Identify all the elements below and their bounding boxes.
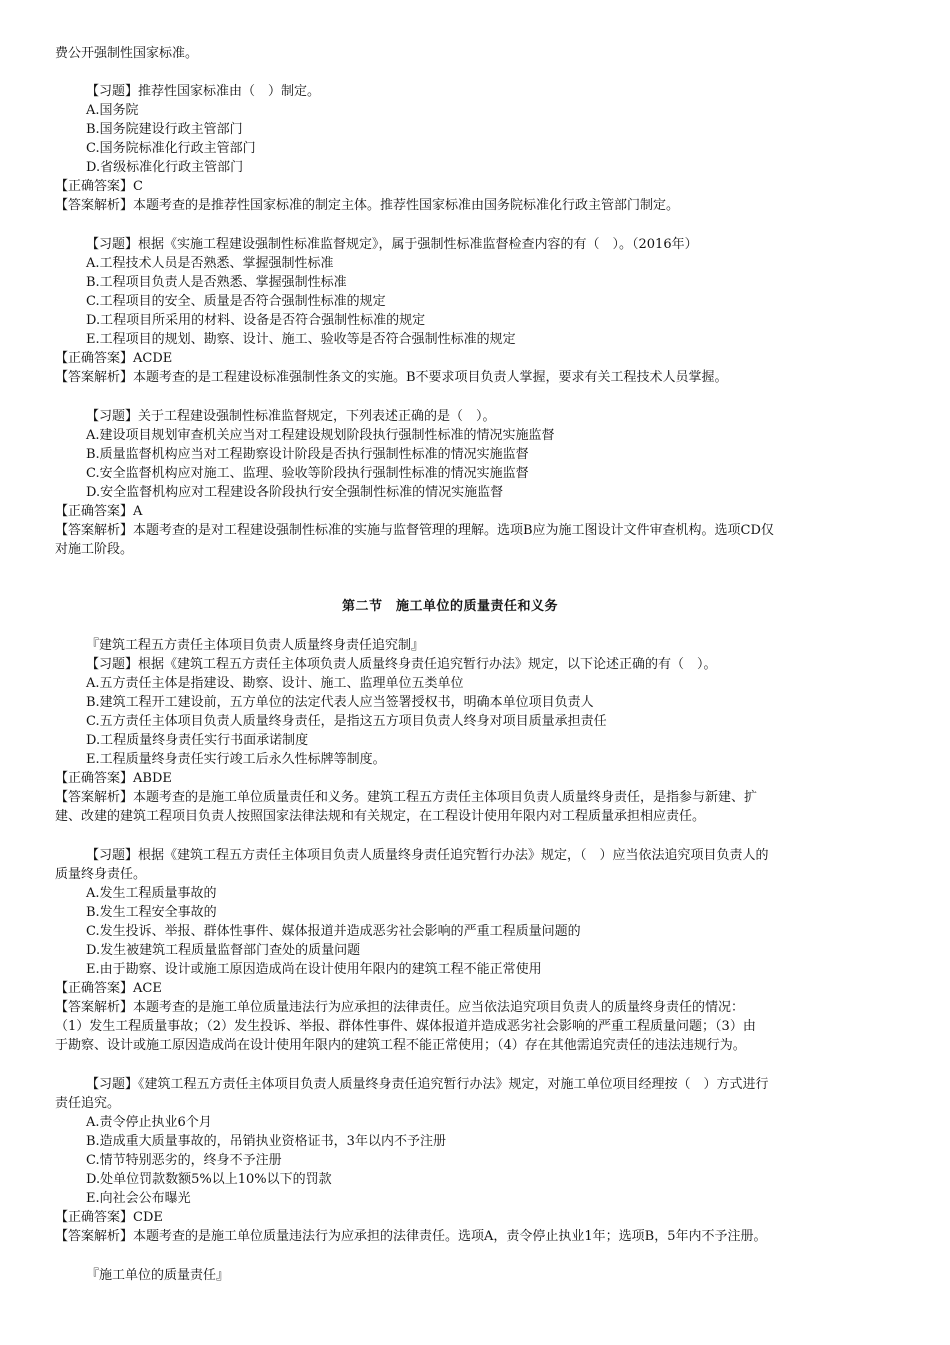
subsection-title-1: 『建筑工程五方责任主体项目负责人质量终身责任追究制』 bbox=[86, 638, 425, 653]
question-1: 【习题】推荐性国家标准由（ ）制定。 bbox=[86, 84, 321, 99]
question-2: 【习题】根据《实施工程建设强制性标准监督规定》，属于强制性标准监督检查内容的有（ ）。（2016年） bbox=[86, 237, 698, 252]
explanation-4-cont: 建、改建的建筑工程项目负责人按照国家法律法规和有关规定，在工程设计使用年限内对工程质量承担相应责任。 bbox=[55, 809, 706, 824]
explanation-3: 【答案解析】本题考查的是对工程建设强制性标准的实施与监督管理的理解。选项B应为施工图设计文件审查机构。选项CD仅 bbox=[55, 523, 774, 538]
question-3: 【习题】关于工程建设强制性标准监督规定，下列表述正确的是（ ）。 bbox=[86, 409, 496, 424]
option-3b: B.质量监督机构应当对工程勘察设计阶段是否执行强制性标准的情况实施监督 bbox=[86, 447, 529, 462]
option-5a: A.发生工程质量事故的 bbox=[86, 886, 217, 901]
explanation-4: 【答案解析】本题考查的是施工单位质量责任和义务。建筑工程五方责任主体项目负责人质量终身责任，是指参与新建、扩 bbox=[55, 790, 758, 805]
option-5b: B.发生工程安全事故的 bbox=[86, 905, 217, 920]
option-2a: A.工程技术人员是否熟悉、掌握强制性标准 bbox=[86, 256, 334, 271]
option-1d: D.省级标准化行政主管部门 bbox=[86, 160, 244, 175]
answer-6: 【正确答案】CDE bbox=[55, 1210, 163, 1225]
option-5e: E.由于勘察、设计或施工原因造成尚在设计使用年限内的建筑工程不能正常使用 bbox=[86, 962, 542, 977]
option-1c: C.国务院标准化行政主管部门 bbox=[86, 141, 256, 156]
explanation-3-cont: 对施工阶段。 bbox=[55, 542, 134, 557]
option-2d: D.工程项目所采用的材料、设备是否符合强制性标准的规定 bbox=[86, 313, 426, 328]
explanation-5: 【答案解析】本题考查的是施工单位质量违法行为应承担的法律责任。应当依法追究项目负责人的质量终身责任的情况： bbox=[55, 1000, 745, 1015]
option-3d: D.安全监督机构应对工程建设各阶段执行安全强制性标准的情况实施监督 bbox=[86, 485, 504, 500]
option-5c: C.发生投诉、举报、群体性事件、媒体报道并造成恶劣社会影响的严重工程质量问题的 bbox=[86, 924, 581, 939]
option-5d: D.发生被建筑工程质量监督部门查处的质量问题 bbox=[86, 943, 361, 958]
explanation-6: 【答案解析】本题考查的是施工单位质量违法行为应承担的法律责任。选项A，责令停止执业1年；选项B，5年内不予注册。 bbox=[55, 1229, 767, 1244]
option-1a: A.国务院 bbox=[86, 103, 139, 118]
option-4e: E.工程质量终身责任实行竣工后永久性标牌等制度。 bbox=[86, 752, 386, 767]
option-4a: A.五方责任主体是指建设、勘察、设计、施工、监理单位五类单位 bbox=[86, 676, 464, 691]
question-6-cont: 责任追究。 bbox=[55, 1096, 121, 1111]
subsection-title-2: 『施工单位的质量责任』 bbox=[86, 1268, 230, 1283]
option-1b: B.国务院建设行政主管部门 bbox=[86, 122, 243, 137]
option-6d: D.处单位罚款数额5%以上10%以下的罚款 bbox=[86, 1172, 332, 1187]
option-6a: A.责令停止执业6个月 bbox=[86, 1115, 212, 1130]
option-2c: C.工程项目的安全、质量是否符合强制性标准的规定 bbox=[86, 294, 386, 309]
answer-5: 【正确答案】ACE bbox=[55, 981, 162, 996]
answer-3: 【正确答案】A bbox=[55, 504, 143, 519]
option-2b: B.工程项目负责人是否熟悉、掌握强制性标准 bbox=[86, 275, 347, 290]
continuation-text: 费公开强制性国家标准。 bbox=[55, 46, 199, 61]
answer-2: 【正确答案】ACDE bbox=[55, 351, 173, 366]
option-6e: E.向社会公布曝光 bbox=[86, 1191, 191, 1206]
option-6c: C.情节特别恶劣的，终身不予注册 bbox=[86, 1153, 282, 1168]
question-4: 【习题】根据《建筑工程五方责任主体项负责人质量终身责任追究暂行办法》规定，以下论述正确的有（ ）。 bbox=[86, 657, 717, 672]
option-2e: E.工程项目的规划、勘察、设计、施工、验收等是否符合强制性标准的规定 bbox=[86, 332, 516, 347]
option-4b: B.建筑工程开工建设前，五方单位的法定代表人应当签署授权书，明确本单位项目负责人 bbox=[86, 695, 594, 710]
answer-4: 【正确答案】ABDE bbox=[55, 771, 172, 786]
explanation-2: 【答案解析】本题考查的是工程建设标准强制性条文的实施。B不要求项目负责人掌握，要求有关工程技术人员掌握。 bbox=[55, 370, 728, 385]
explanation-5-cont-1: （1）发生工程质量事故；（2）发生投诉、举报、群体性事件、媒体报道并造成恶劣社会影响的严重工程质量问题；（3）由 bbox=[55, 1019, 756, 1034]
question-5: 【习题】根据《建筑工程五方责任主体项目负责人质量终身责任追究暂行办法》规定，（ ）应当依法追究项目负责人的 bbox=[86, 848, 769, 863]
section-heading: 第二节 施工单位的质量责任和义务 bbox=[342, 599, 559, 614]
explanation-5-cont-2: 于勘察、设计或施工原因造成尚在设计使用年限内的建筑工程不能正常使用；（4）存在其他需追究责任的违法违规行为。 bbox=[55, 1038, 746, 1053]
option-3c: C.安全监督机构应对施工、监理、验收等阶段执行强制性标准的情况实施监督 bbox=[86, 466, 529, 481]
answer-1: 【正确答案】C bbox=[55, 179, 143, 194]
question-6: 【习题】《建筑工程五方责任主体项目负责人质量终身责任追究暂行办法》规定，对施工单位项目经理按（ ）方式进行 bbox=[86, 1077, 769, 1092]
option-3a: A.建设项目规划审查机关应当对工程建设规划阶段执行强制性标准的情况实施监督 bbox=[86, 428, 555, 443]
option-4c: C.五方责任主体项目负责人质量终身责任，是指这五方项目负责人终身对项目质量承担责任 bbox=[86, 714, 607, 729]
option-4d: D.工程质量终身责任实行书面承诺制度 bbox=[86, 733, 309, 748]
option-6b: B.造成重大质量事故的，吊销执业资格证书，3年以内不予注册 bbox=[86, 1134, 446, 1149]
question-5-cont: 质量终身责任。 bbox=[55, 867, 147, 882]
explanation-1: 【答案解析】本题考查的是推荐性国家标准的制定主体。推荐性国家标准由国务院标准化行政主管部门制定。 bbox=[55, 198, 680, 213]
